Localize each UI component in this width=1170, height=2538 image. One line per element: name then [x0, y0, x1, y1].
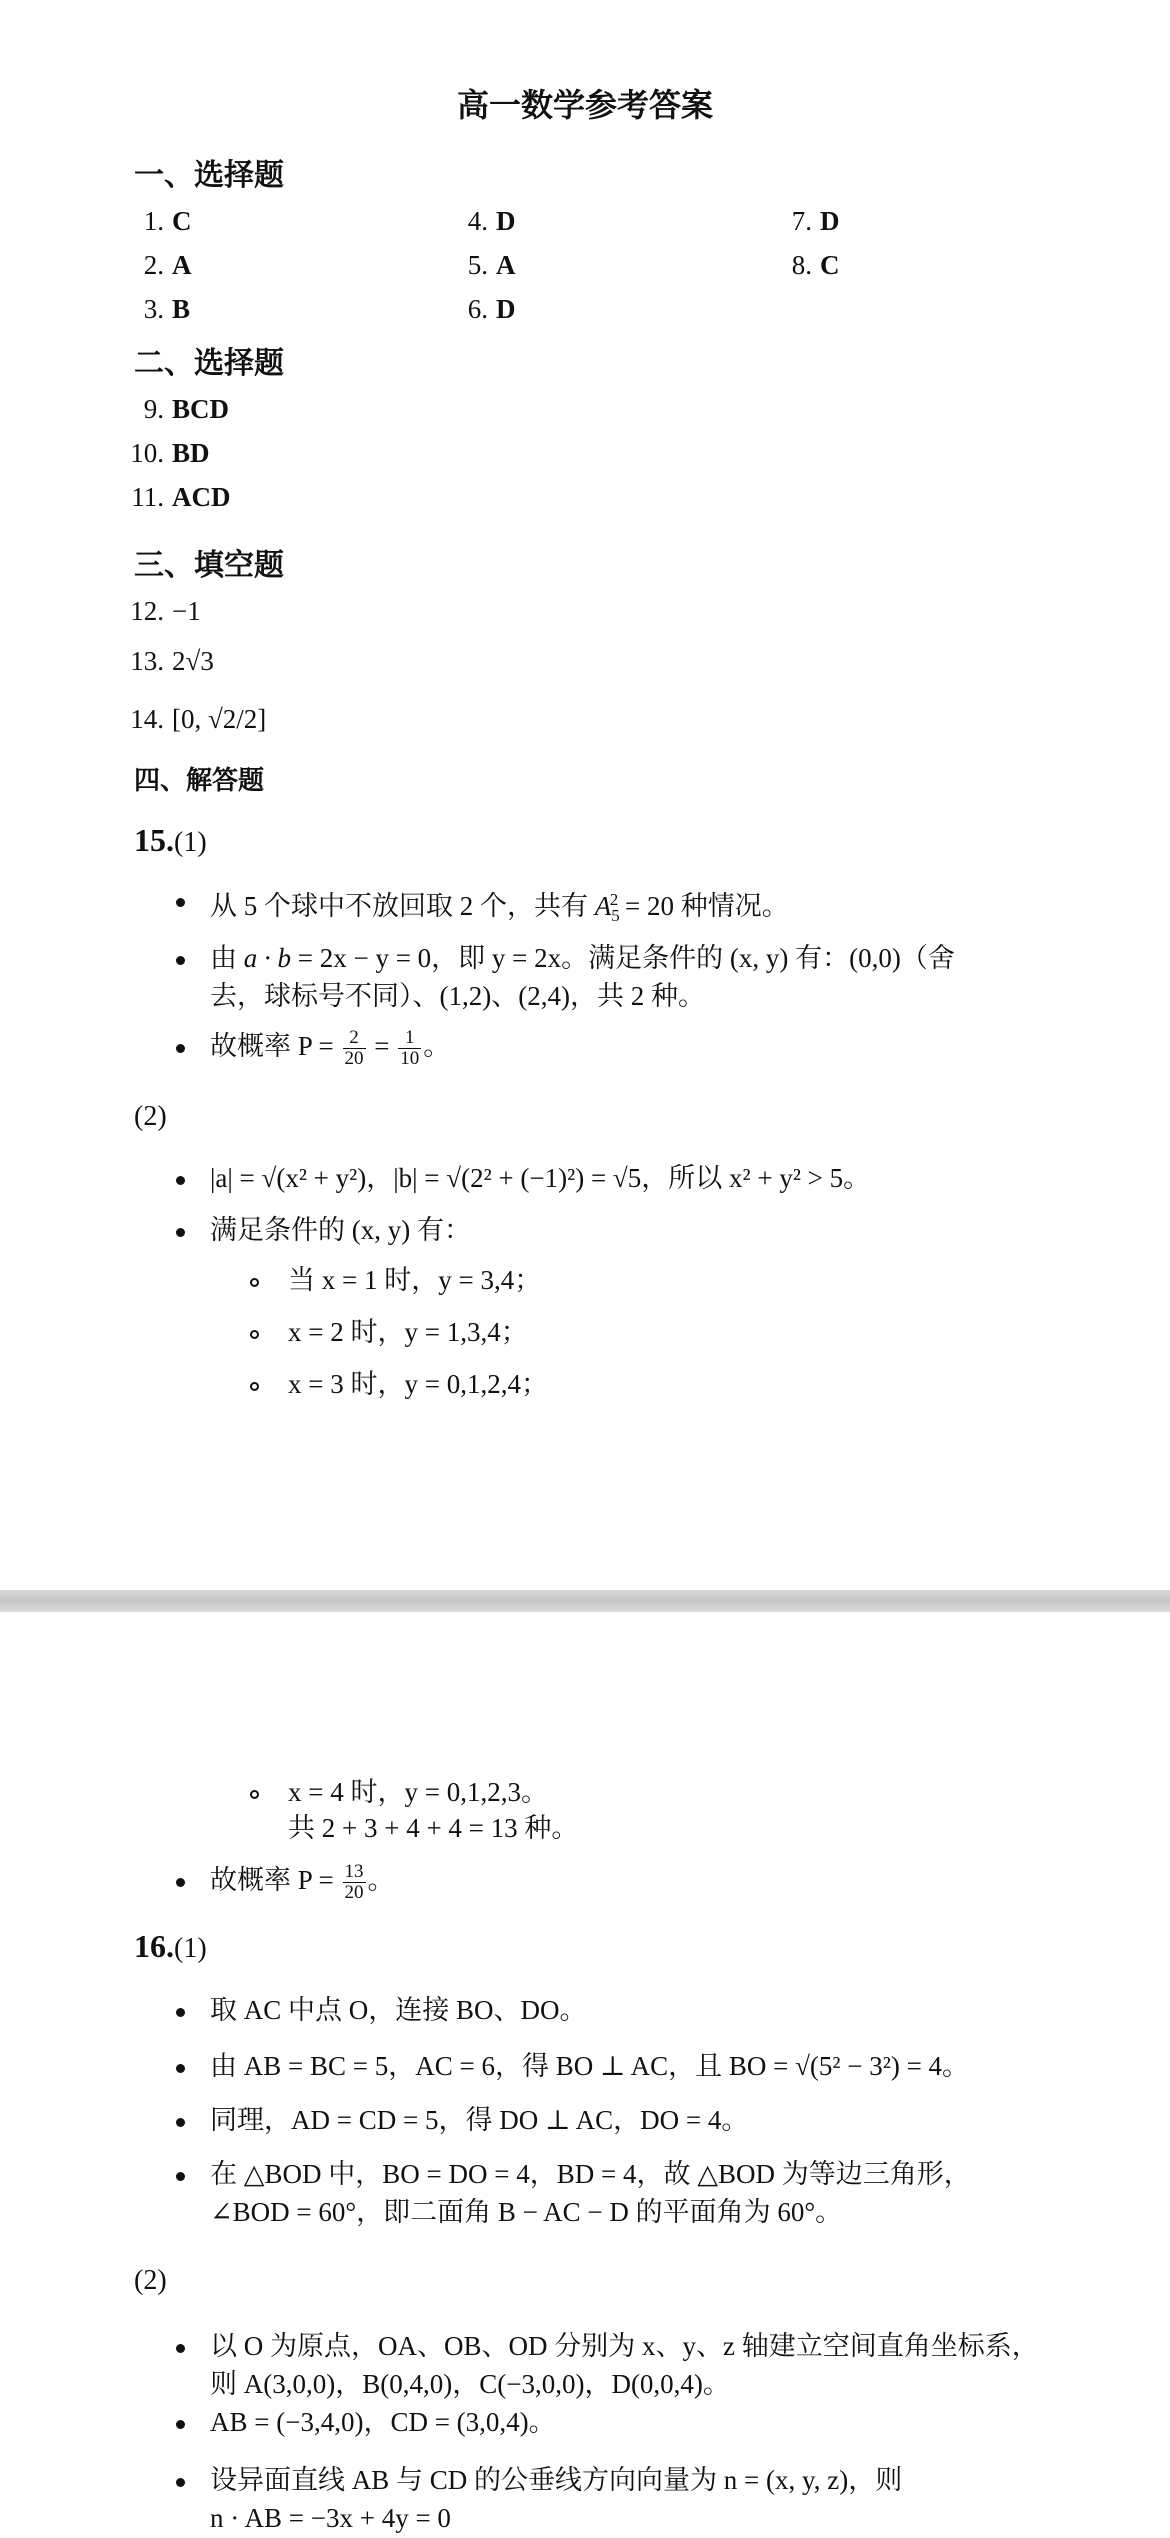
q15-p2-case-1: 当 x = 1 时，y = 3,4； [288, 1265, 542, 1295]
q15-p2-case-2: x = 2 时，y = 1,3,4； [288, 1317, 528, 1347]
answer-7: 7. D [791, 206, 840, 236]
bullet [176, 1228, 185, 1237]
sub-bullet [250, 1790, 259, 1799]
bullet [176, 898, 185, 907]
q16-heading: 16.(1) [134, 1928, 207, 1964]
answer-8: 8. C [791, 250, 840, 280]
q15-p1-line-1: 从 5 个球中不放回取 2 个，共有 $A_5^2 = 20$ 种情况。 [210, 890, 789, 926]
sub-bullet [250, 1330, 259, 1339]
answer-9: 9. BCD [143, 394, 230, 424]
q16-p1-line-5: ∠BOD = 60°，即二面角 B − AC − D 的平面角为 60°。 [210, 2197, 843, 2227]
fraction: $\frac{13}{20}$ [344, 1861, 364, 1904]
page-2 [0, 1612, 1170, 2532]
bullet [176, 2478, 185, 2487]
q15-p2-case-3: x = 3 时，y = 0,1,2,4； [288, 1369, 548, 1399]
bullet [176, 1878, 185, 1887]
answer-4: 4. D [467, 206, 516, 236]
q15-p2-line-1: |a| = √(x² + y²)，|b| = √(2² + (−1)²) = √5，所以 x² + y² > 5。 [210, 1163, 871, 1193]
fraction: $\frac{2}{20}$ [344, 1027, 364, 1070]
bullet [176, 2344, 185, 2353]
q16-p2-line-4: 设异面直线 AB 与 CD 的公垂线方向向量为 n = (x, y, z)，则 [210, 2465, 903, 2495]
bullet [176, 2064, 185, 2073]
q16-p1-line-3: 同理，AD = CD = 5，得 DO ⊥ AC，DO = 4。 [210, 2105, 749, 2135]
sub-bullet [250, 1278, 259, 1287]
section-heading-fill: 三、填空题 [134, 549, 284, 582]
answer-5: 5. A [467, 250, 516, 280]
page-title: 高一数学参考答案 [456, 87, 713, 123]
fraction: $\frac{1}{10}$ [400, 1027, 420, 1070]
q16-p2-line-1: 以 O 为原点，OA、OB、OD 分别为 x、y、z 轴建立空间直角坐标系， [210, 2331, 1039, 2361]
q15-part2-heading: (2) [134, 1101, 167, 1132]
bullet [176, 2118, 185, 2127]
bullet [176, 2008, 185, 2017]
answer-1: 1. C [143, 206, 192, 236]
q15-p1-line-3: 去，球标号不同）、(1,2)、(2,4)，共 2 种。 [210, 981, 705, 1011]
q16-p2-line-3: AB = (−3,4,0)，CD = (3,0,4)。 [210, 2407, 556, 2437]
q16-p1-line-2: 由 AB = BC = 5，AC = 6，得 BO ⊥ AC，且 BO = √(5² − 3²) = 4。 [210, 2051, 970, 2081]
bullet [176, 1176, 185, 1185]
q16-p2-line-2: 则 A(3,0,0)，B(0,4,0)，C(−3,0,0)，D(0,0,4)。 [210, 2369, 730, 2399]
answer-6: 6. D [467, 294, 516, 324]
q16-p1-line-1: 取 AC 中点 O，连接 BO、DO。 [210, 1995, 587, 2025]
answer-13: 13. 2√3 [130, 646, 214, 676]
q15-p2-probability: 故概率 P = $\frac{13}{20}$ 。 [210, 1861, 395, 1904]
answer-11: 11. ACD [131, 482, 231, 512]
bullet [176, 956, 185, 965]
q15-heading: 15.(1) [134, 822, 207, 858]
section-heading-choice: 一、选择题 [134, 159, 284, 192]
q15-p1-line-4: 故概率 P = $\frac{2}{20}$ = $\frac{1}{10}$ 。 [210, 1027, 451, 1070]
answer-14: 14. [0, √2/2] [130, 704, 267, 734]
answer-12: 12. −1 [130, 596, 201, 626]
q15-p1-line-2: 由 a · b = 2x − y = 0，即 y = 2x。满足条件的 (x, y) 有：(0,0)（舍 [210, 943, 955, 973]
bullet [176, 1044, 185, 1053]
q16-p2-line-5: n · AB = −3x + 4y = 0 [210, 2503, 451, 2533]
bullet [176, 2172, 185, 2181]
section-heading-solutions: 四、解答题 [134, 766, 265, 795]
answer-3: 3. B [143, 294, 191, 324]
bullet [176, 2420, 185, 2429]
q15-p2-line-2: 满足条件的 (x, y) 有： [210, 1215, 471, 1245]
section-heading-multi-choice: 二、选择题 [134, 347, 284, 380]
page-separator [0, 1590, 1170, 1612]
answer-2: 2. A [143, 250, 192, 280]
q15-p2-total: 共 2 + 3 + 4 + 4 = 13 种。 [288, 1813, 579, 1843]
q16-part2-heading: (2) [134, 2265, 167, 2296]
answer-10: 10. BD [130, 438, 210, 468]
q16-p1-line-4: 在 △BOD 中，BO = DO = 4，BD = 4，故 △BOD 为等边三角形， [210, 2159, 971, 2189]
q15-p2-case-4: x = 4 时，y = 0,1,2,3。 [288, 1777, 548, 1807]
sub-bullet [250, 1382, 259, 1391]
